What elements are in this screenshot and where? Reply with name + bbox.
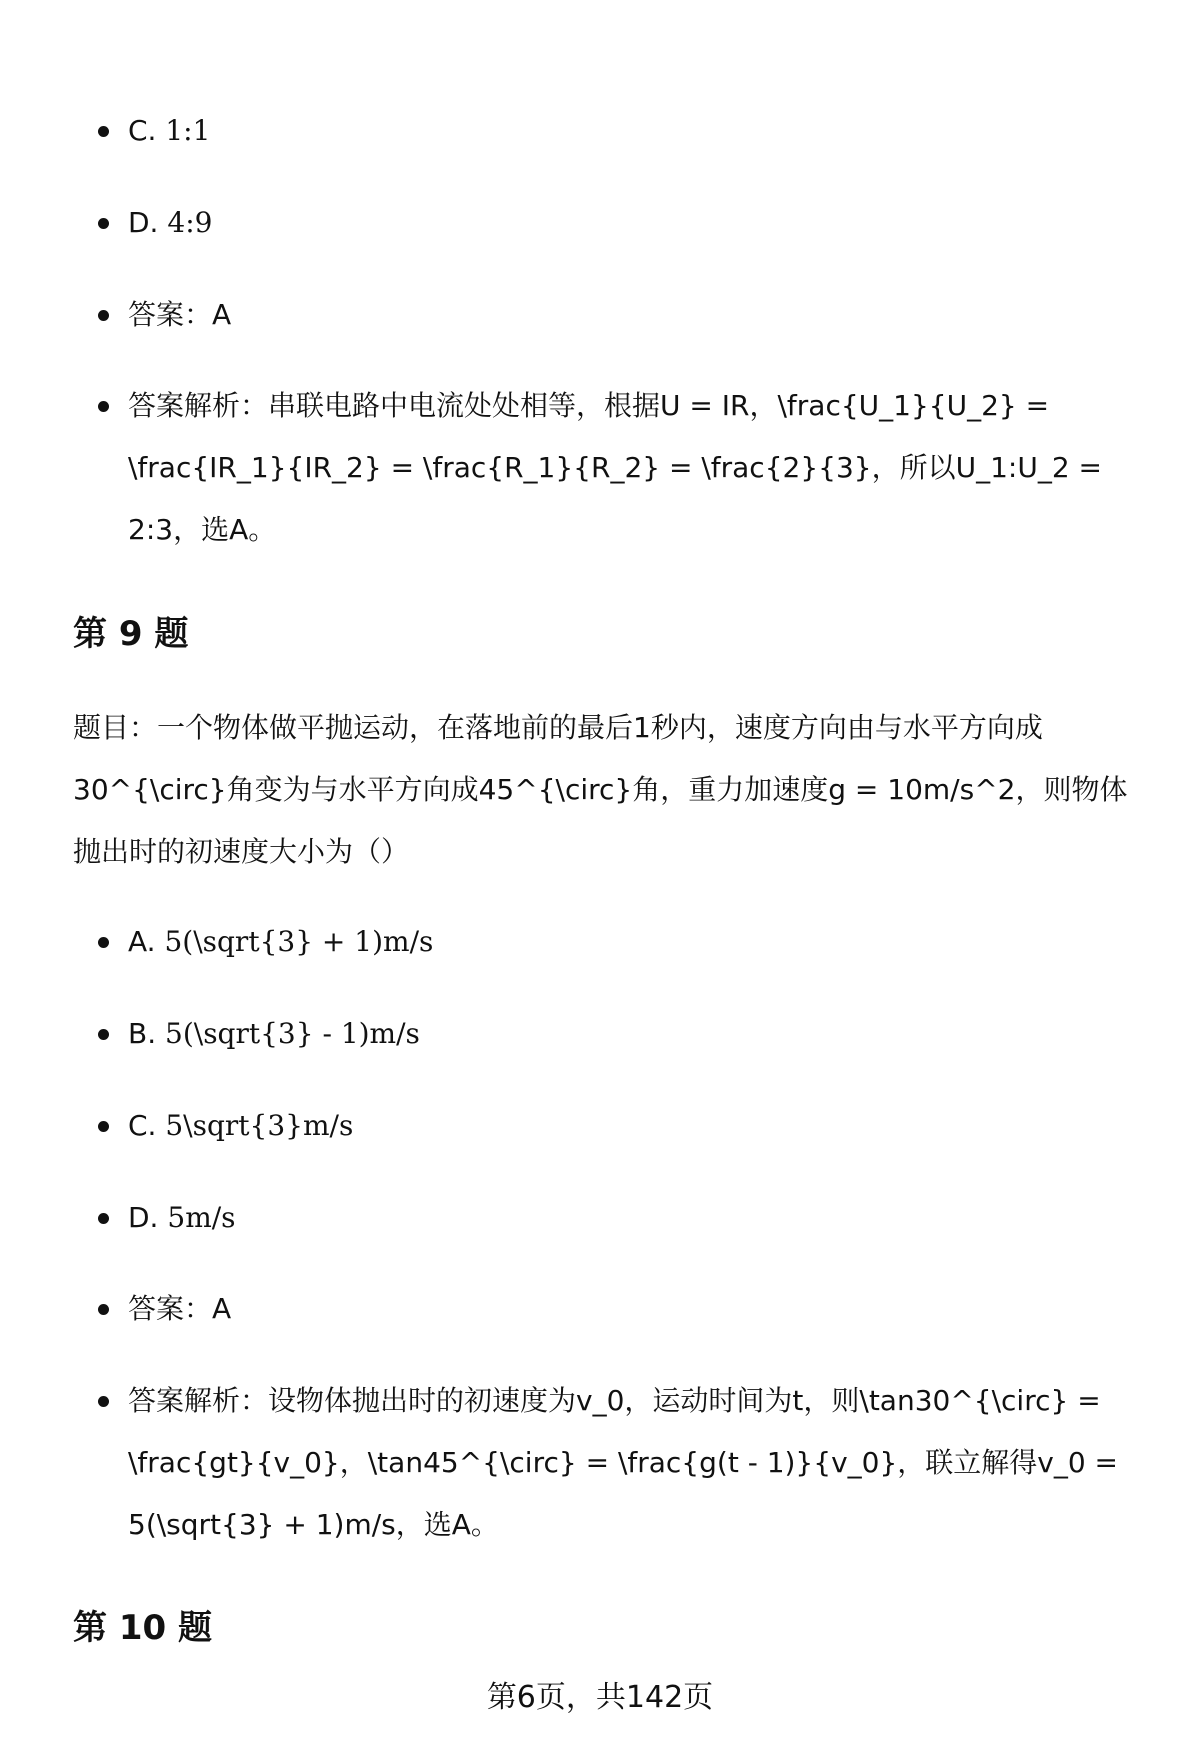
bullet-icon <box>98 401 109 412</box>
option-value: 5(\sqrt{3} + 1)m/s <box>164 925 434 958</box>
question-heading: 第 9 题 <box>73 614 189 654</box>
analysis-text: 设物体抛出时的初速度为v_0，运动时间为t，则\tan30^{\circ} = \frac{gt}{v_0}，\tan45^{\circ} = \frac{g(t - 1)}{v_0}，联立解得v_0 = 5(\sqrt{3} + 1)m/s，选A。 <box>128 1384 1119 1541</box>
option-d <box>0 192 1200 254</box>
q8-analysis-list <box>0 375 1200 561</box>
option-c <box>0 1095 1200 1157</box>
option-label: C. <box>128 1109 157 1142</box>
q8-options-list <box>0 100 1200 162</box>
option-label: C. <box>128 114 157 147</box>
q8-answer-list <box>0 284 1200 346</box>
bullet-icon <box>98 310 109 321</box>
page-footer: 第6页，共142页 <box>486 1680 714 1715</box>
analysis-prefix: 答案解析： <box>128 1384 269 1417</box>
q8-options-list-2 <box>0 192 1200 254</box>
option-value: 4:9 <box>167 206 213 239</box>
option-d <box>0 1187 1200 1249</box>
option-value: 5m/s <box>167 1201 236 1234</box>
analysis-prefix: 答案解析： <box>128 389 269 422</box>
option-value: 5(\sqrt{3} - 1)m/s <box>165 1017 420 1050</box>
answer-text: 答案：A <box>128 298 232 331</box>
q9-options-list <box>0 911 1200 973</box>
bullet-icon <box>98 126 109 137</box>
option-label: D. <box>128 206 159 239</box>
bullet-icon <box>98 218 109 229</box>
option-c <box>0 100 1200 162</box>
answer-text: 答案：A <box>128 1292 232 1325</box>
option-value: 1:1 <box>165 114 211 147</box>
option-label: B. <box>128 1017 157 1050</box>
bullet-icon <box>98 1029 109 1040</box>
bullet-icon <box>98 1213 109 1224</box>
bullet-icon <box>98 937 109 948</box>
q9-options-list-d <box>0 1187 1200 1249</box>
q9-options-list-c <box>0 1095 1200 1157</box>
option-label: D. <box>128 1201 159 1234</box>
analysis-item <box>0 1370 1200 1556</box>
q9-answer-list <box>0 1278 1200 1340</box>
question-heading: 第 10 题 <box>73 1608 212 1648</box>
bullet-icon <box>98 1121 109 1132</box>
answer-item <box>0 1278 1200 1340</box>
q9-analysis-list <box>0 1370 1200 1556</box>
bullet-icon <box>98 1396 109 1407</box>
answer-item <box>0 284 1200 346</box>
analysis-item <box>0 375 1200 561</box>
q9-options-list-b <box>0 1003 1200 1065</box>
question-stem: 题目：一个物体做平抛运动，在落地前的最后1秒内，速度方向由与水平方向成30^{\circ}角变为与水平方向成45^{\circ}角，重力加速度g = 10m/s^2，则物体抛出时的初速度大小为（） <box>73 711 1128 868</box>
bullet-icon <box>98 1304 109 1315</box>
analysis-text: 串联电路中电流处处相等，根据U = IR，\frac{U_1}{U_2} = \frac{IR_1}{IR_2} = \frac{R_1}{R_2} = \frac{2}{3}，所以U_1:U_2 = 2:3，选A。 <box>128 389 1102 546</box>
option-value: 5\sqrt{3}m/s <box>165 1109 354 1142</box>
option-b <box>0 1003 1200 1065</box>
option-a <box>0 911 1200 973</box>
option-label: A. <box>128 925 156 958</box>
